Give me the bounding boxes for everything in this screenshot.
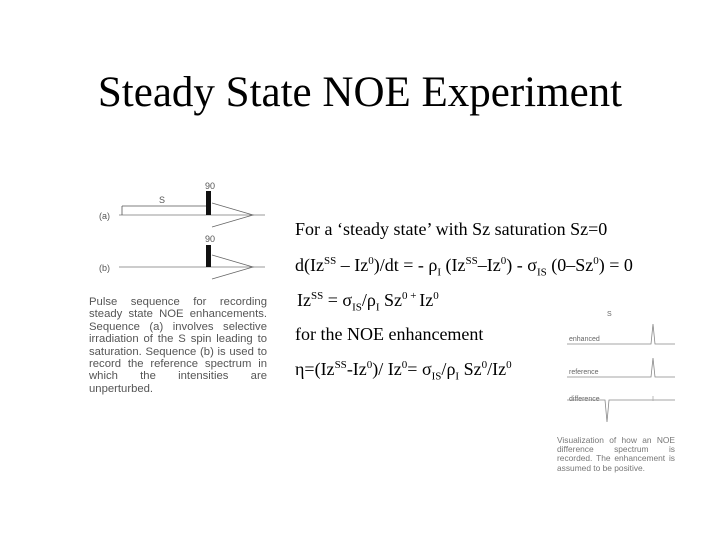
eq5-part: Sz (459, 359, 482, 379)
eq2-sup: SS (465, 255, 478, 267)
equation-line-2 (295, 255, 633, 279)
eq5-sup: 0 (506, 359, 512, 371)
row-a-label: (a) (99, 211, 110, 221)
eq3-part: / (361, 290, 367, 310)
eq5-sup: SS (334, 359, 347, 371)
reference-label: reference (569, 369, 599, 376)
eq5-sub: IS (431, 370, 442, 383)
pulse-sequence-caption: Pulse sequence for recording steady state NOE enhancements. Sequence (a) involves selective irradiation of the S spin leading to saturation. Sequence (b) is used to record the reference spectrum in which the intensities are unperturbed. (89, 296, 267, 395)
equation-line-5 (295, 359, 512, 383)
eq5-eta: η (295, 359, 305, 379)
eq2-sub: IS (536, 266, 547, 279)
eq3-sigma: σ (342, 290, 353, 310)
eq2-sup: SS (323, 255, 337, 267)
eq2-part: ) - (506, 255, 528, 275)
eq3-sup: 0 (433, 290, 439, 302)
pulse-sequence-diagram (95, 178, 275, 288)
eq3-sup: SS (310, 290, 324, 302)
eq2-part: –Iz (477, 255, 501, 275)
eq2-sup: 0 (500, 255, 507, 267)
eq5-sigma: σ (421, 359, 432, 379)
difference-trace (567, 400, 675, 422)
eq2-sup: 0 (368, 255, 374, 267)
pulse-b-90 (206, 245, 211, 267)
eq3-part: Iz (419, 290, 434, 310)
pulse-a-90 (206, 191, 211, 215)
eq3-part: = (323, 290, 343, 310)
eq2-sigma: σ (527, 255, 537, 275)
eq5-part: )/ Iz (372, 359, 402, 379)
eq2-part: )/dt = - (373, 255, 429, 275)
eq5-part: /Iz (487, 359, 507, 379)
eq2-sub: I (437, 266, 442, 279)
eq5-part: -Iz (346, 359, 367, 379)
eq5-rho: ρ (446, 359, 456, 379)
eq3-rho: ρ (366, 290, 376, 310)
eq5-sup: 0 (366, 359, 373, 371)
slide-title: Steady State NOE Experiment (97, 69, 623, 116)
eq5-sup: 0 (401, 359, 408, 371)
eq2-part: d(Iz (295, 255, 324, 275)
eq2-sup: 0 (593, 255, 599, 267)
eq3-part: Iz (297, 290, 311, 310)
noe-spectrum-figure (565, 308, 685, 433)
difference-label: difference (569, 396, 600, 403)
spectrum-s-label: S (607, 311, 612, 318)
eq3-sup: 0 + (402, 290, 420, 302)
eq5-part: = (407, 359, 422, 379)
s-label: S (159, 195, 166, 205)
eq5-sub: I (455, 370, 460, 383)
spectrum-caption: Visualization of how an NOE difference spectrum is recorded. The enhancement is assumed to be positive. (557, 435, 675, 473)
eq2-rho: ρ (428, 255, 438, 275)
eq2-part: (Iz (441, 255, 466, 275)
eq5-sup: 0 (481, 359, 488, 371)
eq3-sub: I (375, 301, 380, 314)
eq5-part: / (441, 359, 447, 379)
equation-line-3 (297, 290, 439, 314)
eq5-part: =(Iz (304, 359, 335, 379)
eq2-part: – Iz (336, 255, 369, 275)
eq3-sub: IS (352, 301, 362, 314)
eq2-part: ) = 0 (598, 255, 633, 275)
row-b-label: (b) (99, 263, 110, 273)
pulse-a-label: 90 (205, 181, 216, 191)
equation-line-4: for the NOE enhancement (295, 324, 484, 344)
enhanced-label: enhanced (569, 336, 600, 343)
pulse-b-label: 90 (205, 234, 216, 244)
eq3-part: Sz (379, 290, 403, 310)
equation-line-1: For a ‘steady state’ with Sz saturation Sz=0 (295, 219, 608, 239)
eq2-part: (0–Sz (546, 255, 594, 275)
